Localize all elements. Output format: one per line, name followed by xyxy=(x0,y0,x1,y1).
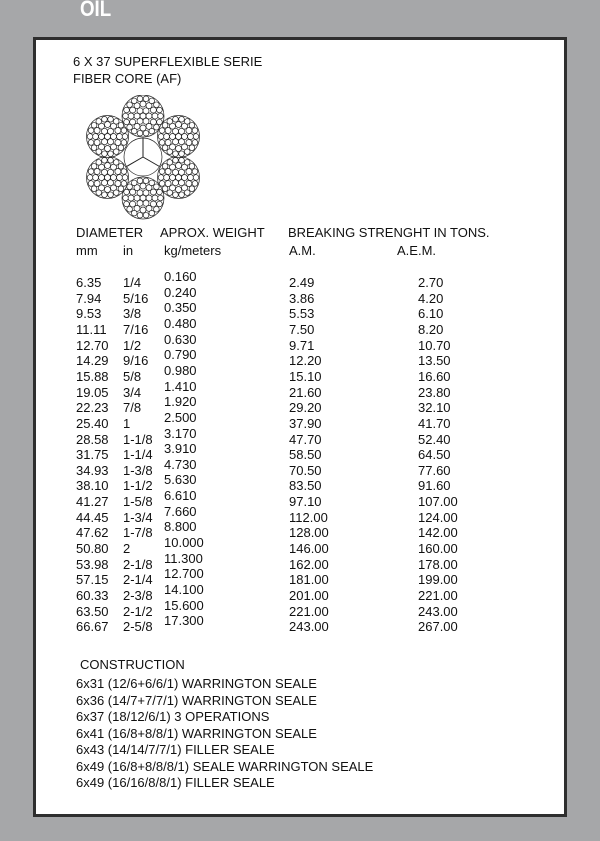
cell-mm: 53.98 xyxy=(76,556,109,572)
cell-in: 1/4 xyxy=(123,275,142,290)
cell-in: 2-1/4 xyxy=(123,572,153,588)
spec-panel xyxy=(33,37,567,817)
table-row xyxy=(36,613,564,635)
cell-weight: 12.700 xyxy=(164,566,204,582)
cell-aem: 77.60 xyxy=(418,462,451,478)
cell-aem: 32.10 xyxy=(418,400,451,416)
cell-in: 5/16 xyxy=(123,290,149,306)
cell-aem: 52.40 xyxy=(418,431,451,447)
header-kgm: kg/meters xyxy=(164,243,222,258)
cell-mm: 6.35 xyxy=(76,275,102,290)
cell-aem: 8.20 xyxy=(418,321,444,337)
cell-aem: 107.00 xyxy=(418,494,458,510)
cell-in: 1-1/8 xyxy=(123,431,153,447)
cell-in: 5/8 xyxy=(123,368,142,384)
cell-aem: 221.00 xyxy=(418,588,458,603)
table-row xyxy=(36,269,564,291)
cell-am: 37.90 xyxy=(289,415,322,431)
cell-aem: 142.00 xyxy=(418,525,458,541)
table-row xyxy=(36,362,564,385)
construction-item: 6x36 (14/7+7/7/1) WARRINGTON SEALE xyxy=(76,692,317,708)
cell-aem: 6.10 xyxy=(418,306,444,322)
cell-mm: 7.94 xyxy=(76,290,102,306)
cell-weight: 1.920 xyxy=(164,394,197,410)
cell-mm: 38.10 xyxy=(76,478,109,494)
cell-mm: 50.80 xyxy=(76,541,109,557)
cell-in: 1-3/4 xyxy=(123,509,153,525)
cell-am: 221.00 xyxy=(289,603,329,619)
cell-weight: 6.610 xyxy=(164,488,197,504)
table-row xyxy=(36,550,564,573)
cell-aem: 243.00 xyxy=(418,603,458,619)
cell-am: 15.10 xyxy=(289,368,322,384)
table-row xyxy=(36,566,564,588)
cell-weight: 0.480 xyxy=(164,315,197,331)
cell-am: 146.00 xyxy=(289,541,329,557)
table-row xyxy=(36,519,564,541)
cell-am: 2.49 xyxy=(289,275,315,290)
cell-weight: 0.980 xyxy=(164,362,197,378)
cell-in: 3/4 xyxy=(123,384,142,400)
cell-weight: 15.600 xyxy=(164,597,204,613)
cell-mm: 25.40 xyxy=(76,415,109,431)
table-row xyxy=(36,456,564,479)
cell-weight: 10.000 xyxy=(164,535,204,551)
cell-in: 1-1/4 xyxy=(123,447,153,463)
cell-aem: 16.60 xyxy=(418,368,451,384)
cell-in: 7/16 xyxy=(123,321,149,337)
table-row xyxy=(36,597,564,620)
table-row xyxy=(36,409,564,432)
cell-aem: 199.00 xyxy=(418,572,458,588)
table-row xyxy=(36,488,564,510)
construction-item: 6x49 (16/16/8/8/1) FILLER SEALE xyxy=(76,775,275,790)
cell-am: 243.00 xyxy=(289,619,329,635)
cell-mm: 11.11 xyxy=(76,321,107,337)
cell-mm: 14.29 xyxy=(76,353,109,369)
cell-aem: 13.50 xyxy=(418,353,451,369)
cell-am: 97.10 xyxy=(289,494,322,510)
construction-item: 6x49 (16/8+8/8/8/1) SEALE WARRINGTON SEALE xyxy=(76,758,374,774)
cell-in: 2-1/8 xyxy=(123,556,153,572)
header-mm: mm xyxy=(76,243,98,258)
cell-mm: 34.93 xyxy=(76,462,109,478)
cell-am: 47.70 xyxy=(289,431,322,447)
cell-weight: 0.630 xyxy=(164,331,197,347)
cell-weight: 0.160 xyxy=(164,269,197,284)
cell-am: 181.00 xyxy=(289,572,329,588)
construction-item: 6x31 (12/6+6/6/1) WARRINGTON SEALE xyxy=(76,676,317,691)
cell-weight: 3.910 xyxy=(164,441,197,457)
cell-weight: 5.630 xyxy=(164,472,197,488)
cell-mm: 44.45 xyxy=(76,509,109,525)
cell-in: 7/8 xyxy=(123,400,142,416)
cell-in: 1/2 xyxy=(123,337,142,353)
cell-mm: 28.58 xyxy=(76,431,109,447)
cell-am: 162.00 xyxy=(289,556,329,572)
cell-aem: 160.00 xyxy=(418,541,458,557)
cell-weight: 4.730 xyxy=(164,456,197,472)
table-row xyxy=(36,347,564,369)
construction-item: 6x43 (14/14/7/7/1) FILLER SEALE xyxy=(76,742,275,757)
cell-weight: 14.100 xyxy=(164,582,204,597)
cell-am: 9.71 xyxy=(289,337,315,353)
header-weight: APROX. WEIGHT xyxy=(160,225,265,240)
cell-in: 1 xyxy=(123,415,131,431)
cell-mm: 47.62 xyxy=(76,525,109,541)
cell-aem: 2.70 xyxy=(418,275,444,290)
cell-mm: 57.15 xyxy=(76,572,109,588)
table-row xyxy=(36,378,564,401)
cell-aem: 124.00 xyxy=(418,509,458,525)
cell-weight: 0.350 xyxy=(164,300,197,316)
cell-am: 21.60 xyxy=(289,384,322,400)
cell-mm: 63.50 xyxy=(76,603,109,619)
cell-mm: 60.33 xyxy=(76,588,109,603)
cell-aem: 91.60 xyxy=(418,478,451,494)
cell-mm: 9.53 xyxy=(76,306,102,322)
cell-am: 5.53 xyxy=(289,306,315,322)
construction-item: 6x37 (18/12/6/1) 3 OPERATIONS xyxy=(76,709,270,724)
cell-mm: 12.70 xyxy=(76,337,109,353)
header-am: A.M. xyxy=(289,243,316,258)
header-breaking: BREAKING STRENGHT IN TONS. xyxy=(288,225,490,240)
cell-weight: 1.410 xyxy=(164,378,197,394)
cell-mm: 31.75 xyxy=(76,447,109,463)
cell-in: 2-1/2 xyxy=(123,603,153,619)
title-line-1: 6 X 37 SUPERFLEXIBLE SERIE xyxy=(73,54,263,69)
cell-aem: 10.70 xyxy=(418,337,451,353)
section-label: OIL xyxy=(80,0,112,21)
cell-aem: 4.20 xyxy=(418,290,444,306)
cell-aem: 41.70 xyxy=(418,415,451,431)
cell-in: 3/8 xyxy=(123,306,142,322)
cell-mm: 15.88 xyxy=(76,368,109,384)
table-row xyxy=(36,441,564,463)
cell-am: 201.00 xyxy=(289,588,329,603)
cell-in: 1-3/8 xyxy=(123,462,153,478)
table-row xyxy=(36,582,564,604)
table-row xyxy=(36,472,564,494)
table-row xyxy=(36,394,564,416)
cell-am: 29.20 xyxy=(289,400,322,416)
cell-am: 58.50 xyxy=(289,447,322,463)
cell-in: 2-3/8 xyxy=(123,588,153,603)
table-row xyxy=(36,331,564,354)
cell-weight: 0.240 xyxy=(164,284,197,300)
construction-item: 6x41 (16/8+8/8/1) WARRINGTON SEALE xyxy=(76,725,317,741)
construction-heading: CONSTRUCTION xyxy=(80,657,185,672)
cell-am: 70.50 xyxy=(289,462,322,478)
cell-weight: 7.660 xyxy=(164,503,197,519)
cell-weight: 17.300 xyxy=(164,613,204,629)
table-row xyxy=(36,535,564,557)
cell-aem: 64.50 xyxy=(418,447,451,463)
table-row xyxy=(36,315,564,338)
cell-mm: 66.67 xyxy=(76,619,109,635)
cell-mm: 22.23 xyxy=(76,400,109,416)
cell-weight: 0.790 xyxy=(164,347,197,363)
cell-in: 1-7/8 xyxy=(123,525,153,541)
cell-am: 7.50 xyxy=(289,321,315,337)
cell-weight: 8.800 xyxy=(164,519,197,535)
cell-am: 3.86 xyxy=(289,290,315,306)
cell-aem: 23.80 xyxy=(418,384,451,400)
table-row xyxy=(36,425,564,448)
cell-am: 83.50 xyxy=(289,478,322,494)
cell-weight: 11.300 xyxy=(164,550,203,566)
table-row xyxy=(36,503,564,526)
table-row xyxy=(36,300,564,322)
header-diameter: DIAMETER xyxy=(76,225,144,240)
cell-weight: 2.500 xyxy=(164,409,197,425)
header-in: in xyxy=(123,243,134,258)
cell-aem: 178.00 xyxy=(418,556,458,572)
cell-mm: 41.27 xyxy=(76,494,109,510)
cell-am: 112.00 xyxy=(289,509,328,525)
cell-in: 9/16 xyxy=(123,353,149,369)
cell-weight: 3.170 xyxy=(164,425,197,441)
cell-mm: 19.05 xyxy=(76,384,109,400)
cell-am: 128.00 xyxy=(289,525,329,541)
cell-in: 2-5/8 xyxy=(123,619,153,635)
cell-in: 2 xyxy=(123,541,131,557)
cell-am: 12.20 xyxy=(289,353,322,369)
title-line-2: FIBER CORE (AF) xyxy=(73,71,182,86)
cell-in: 1-5/8 xyxy=(123,494,153,510)
cell-aem: 267.00 xyxy=(418,619,458,635)
rope-cross-section-icon xyxy=(76,95,211,220)
header-aem: A.E.M. xyxy=(397,243,437,258)
cell-in: 1-1/2 xyxy=(123,478,153,494)
table-row xyxy=(36,284,564,307)
